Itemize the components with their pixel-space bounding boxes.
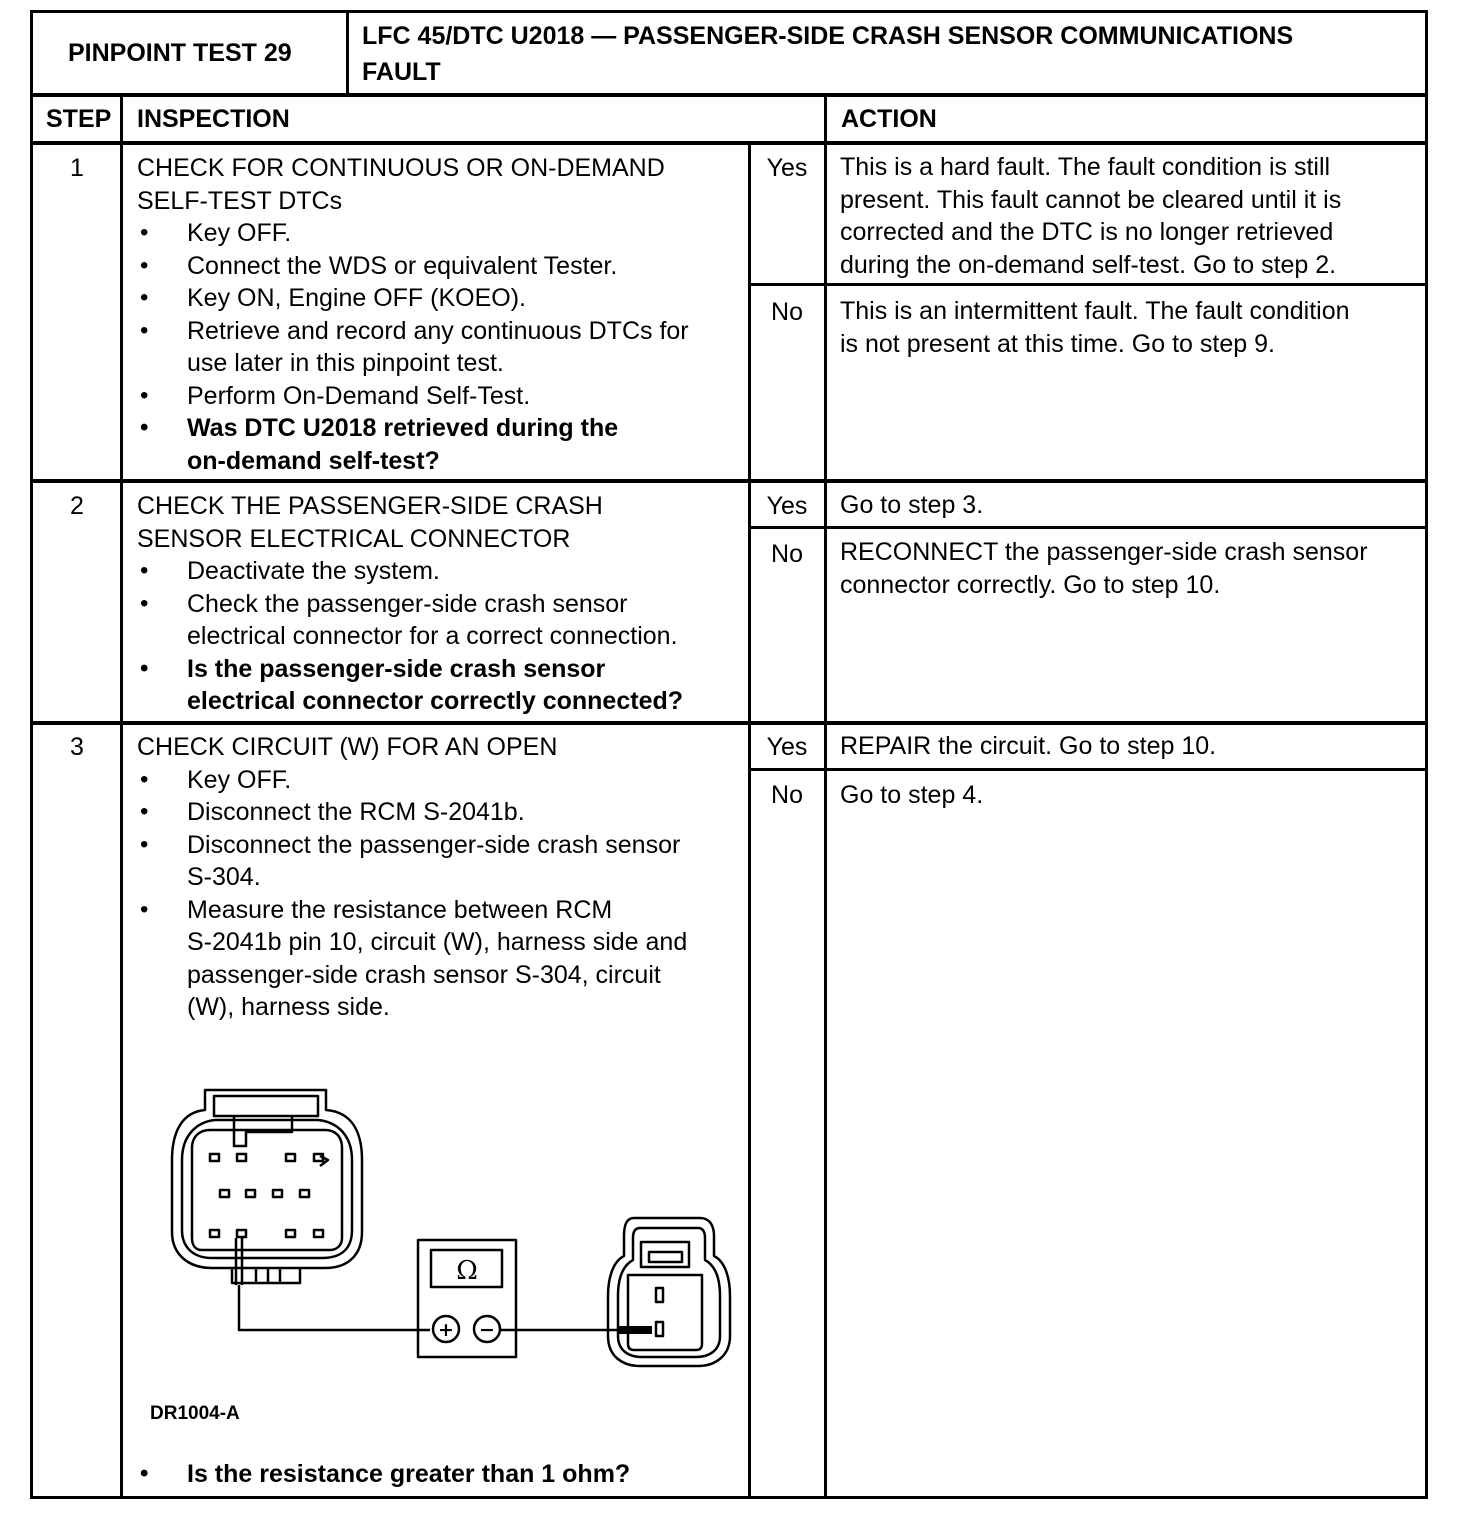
inspection-question: • Is the passenger-side crash sensor electrical connector correctly connected? [137, 653, 683, 718]
action-column-rule [824, 95, 827, 1499]
no-action: This is an intermittent fault. The fault condition is not present at this time. Go to step 9. [840, 297, 1350, 358]
bullet-item: • Disconnect the RCM S-2041b. [137, 796, 687, 829]
inspection-question: • Was DTC U2018 retrieved during the on-demand self-test? [137, 412, 689, 477]
bullet-item: • Connect the WDS or equivalent Tester. [137, 250, 689, 283]
header-divider [346, 10, 349, 96]
bullet-item: • Disconnect the passenger-side crash sensor S-304. [137, 829, 687, 894]
column-header-inspection: INSPECTION [137, 105, 290, 133]
bullet-item: • Key OFF. [137, 764, 687, 797]
inspection-heading: CHECK THE PASSENGER-SIDE CRASH SENSOR ELECTRICAL CONNECTOR [137, 492, 603, 553]
bullet-item: • Perform On-Demand Self-Test. [137, 380, 689, 413]
bullet-item: • Retrieve and record any continuous DTCs for use later in this pinpoint test. [137, 315, 689, 380]
column-header-action: ACTION [841, 105, 937, 133]
row1-yes-no-rule [748, 283, 1428, 286]
no-label: No [771, 298, 803, 326]
yes-action: This is a hard fault. The fault condition is still present. This fault cannot be cleared until it is corrected and the DTC is no longer retrieved during the on-demand self-test. Go to step 2. [840, 153, 1342, 279]
inspection-heading: CHECK CIRCUIT (W) FOR AN OPEN [137, 733, 558, 761]
ohm-symbol: Ω [456, 1256, 478, 1286]
probe-tip [618, 1326, 652, 1334]
bullet-item: • Check the passenger-side crash sensor electrical connector for a correct connection. [137, 588, 683, 653]
row1-bottom-rule [30, 479, 1428, 483]
no-action: Go to step 4. [840, 781, 984, 809]
step-inspection [137, 731, 687, 1024]
column-header-rule [30, 141, 1428, 145]
inspection-bullets [137, 555, 683, 718]
diagram-code: DR1004-A [150, 1403, 240, 1424]
row2-yes-no-rule [748, 526, 1428, 529]
row3-yes-no-rule [748, 768, 1428, 771]
inspection-bullets [137, 764, 687, 1024]
row2-bottom-rule [30, 721, 1428, 725]
plus-terminal-symbol: + [438, 1319, 454, 1341]
step-number: 3 [70, 733, 84, 761]
yes-label: Yes [766, 154, 808, 182]
table-border-top [30, 10, 1428, 13]
step-number: 1 [70, 154, 84, 182]
column-header-step: STEP [46, 105, 112, 133]
yes-action: REPAIR the circuit. Go to step 10. [840, 732, 1217, 760]
pinpoint-test-label: PINPOINT TEST 29 [68, 39, 292, 67]
inspection-bullets [137, 217, 689, 477]
header-bottom-rule [30, 93, 1428, 97]
bullet-item: • Key OFF. [137, 217, 689, 250]
no-action: RECONNECT the passenger-side crash sensor connector correctly. Go to step 10. [840, 538, 1368, 599]
inspection-heading: CHECK FOR CONTINUOUS OR ON-DEMAND SELF-TEST DTCs [137, 154, 665, 215]
row3-question [137, 1458, 630, 1491]
step-column-rule [120, 95, 123, 1499]
table-border-bottom [30, 1496, 1428, 1499]
yes-label: Yes [766, 492, 808, 520]
crash-sensor-connector [608, 1218, 730, 1366]
test-title-line1: LFC 45/DTC U2018 — PASSENGER-SIDE CRASH SENSOR COMMUNICATIONS [362, 22, 1294, 50]
step-inspection [137, 490, 683, 718]
test-title-line2: FAULT [362, 58, 441, 86]
bullet-item: • Key ON, Engine OFF (KOEO). [137, 282, 689, 315]
rcm-connector [172, 1090, 362, 1283]
bullet-item: • Measure the resistance between RCM S-2041b pin 10, circuit (W), harness side and passenger-side crash sensor S-304, circuit (W), harness side. [137, 894, 687, 1024]
yes-action: Go to step 3. [840, 491, 984, 519]
no-label: No [771, 540, 803, 568]
step-inspection [137, 152, 689, 477]
step-number: 2 [70, 492, 84, 520]
yesno-column-rule [748, 143, 751, 1499]
bullet-item: • Deactivate the system. [137, 555, 683, 588]
no-label: No [771, 781, 803, 809]
inspection-question: • Is the resistance greater than 1 ohm? [137, 1458, 630, 1491]
table-border-right [1425, 10, 1428, 1499]
minus-terminal-symbol: − [479, 1319, 495, 1341]
yes-label: Yes [766, 733, 808, 761]
